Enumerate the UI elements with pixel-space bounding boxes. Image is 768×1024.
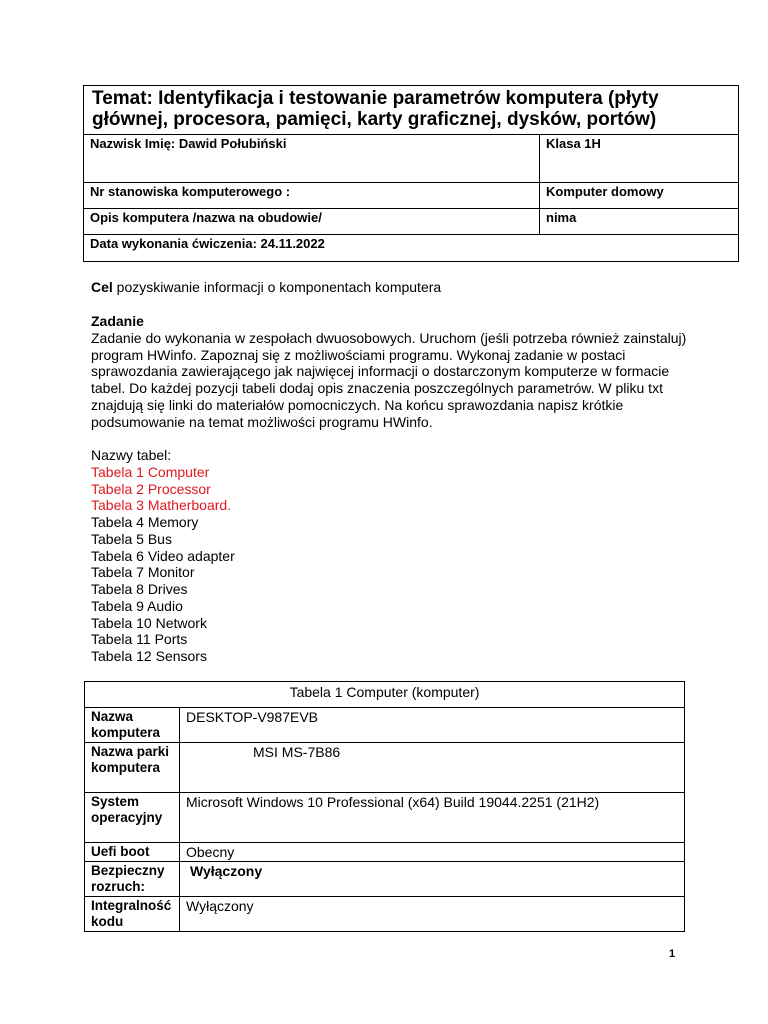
table-names-list [91,447,235,665]
workstation-value: Komputer domowy [540,183,739,209]
table-names-title: Nazwy tabel: [91,447,172,463]
task-heading: Zadanie [91,313,144,329]
row-label: Nazwa parki komputera [85,743,180,793]
row-label: Nazwa komputera [85,708,180,743]
task-description: Zadanie do wykonania w zespołach dwuosobowych. Uruchom (jeśli potrzeba również zainstaluj) program HWinfo. Zapoznaj się z możliwościami programu. Wykonaj zadanie w postaci sprawozdania zawierającego jak najwięcej informacji o dostarczonym komputerze w formacie tabel. Do każdej pozycji tabeli dodaj opis znaczenia poszczególnych parametrów. W pliku txt znajdują się linki do materiałów pomocniczych. Na końcu sprawozdania napisz krótkie podsumowanie na temat możliwości programu HWinfo. [91,330,687,430]
goal-label: Cel [91,279,113,295]
list-item: Tabela 5 Bus [91,530,172,547]
row-label: System operacyjny [85,793,180,843]
list-item: Tabela 9 Audio [91,597,183,614]
topic-title: Temat: Identyfikacja i testowanie parametrów komputera (płyty głównej, procesora, pamięci, karty graficznej, dysków, portów) [84,86,739,135]
computer-table-caption: Tabela 1 Computer (komputer) [85,682,685,708]
list-item: Tabela 12 Sensors [91,648,207,664]
row-value: Wyłączony [180,862,685,897]
row-label: Integralność kodu [85,897,180,932]
list-item: Tabela 2 Processor [91,480,211,497]
list-item: Tabela 6 Video adapter [91,547,235,564]
class-name: Klasa 1H [540,135,739,183]
table-row [85,843,685,862]
computer-description-label: Opis komputera /nazwa na obudowie/ [84,209,540,235]
row-value: Microsoft Windows 10 Professional (x64) Build 19044.2251 (21H2) [180,793,685,843]
list-item: Tabela 10 Network [91,614,207,631]
list-item: Tabela 1 Computer [91,463,210,480]
row-value: DESKTOP-V987EVB [180,708,685,743]
goal-text: pozyskiwanie informacji o komponentach komputera [112,279,442,295]
table-row [85,743,685,793]
row-value: Wyłączony [180,897,685,932]
table-row [85,793,685,843]
table-row [85,862,685,897]
computer-table [84,681,685,932]
list-item: Tabela 4 Memory [91,514,199,530]
header-table [83,85,739,262]
list-item: Tabela 8 Drives [91,581,188,597]
table-row [85,897,685,932]
table-row [85,708,685,743]
list-item: Tabela 11 Ports [91,631,188,648]
list-item: Tabela 3 Matherboard. [91,497,232,514]
list-item: Tabela 7 Monitor [91,564,195,581]
row-value: Obecny [180,843,685,862]
page-number: 1 [669,948,676,960]
row-label: Uefi boot [85,843,180,862]
goal-paragraph [91,279,711,296]
student-name: Nazwisk Imię: Dawid Połubiński [84,135,540,183]
computer-description-value: nima [540,209,739,235]
row-label: Bezpieczny rozruch: [85,862,180,897]
workstation-label: Nr stanowiska komputerowego : [84,183,540,209]
exercise-date: Data wykonania ćwiczenia: 24.11.2022 [84,235,739,262]
row-value: MSI MS-7B86 [180,743,685,793]
